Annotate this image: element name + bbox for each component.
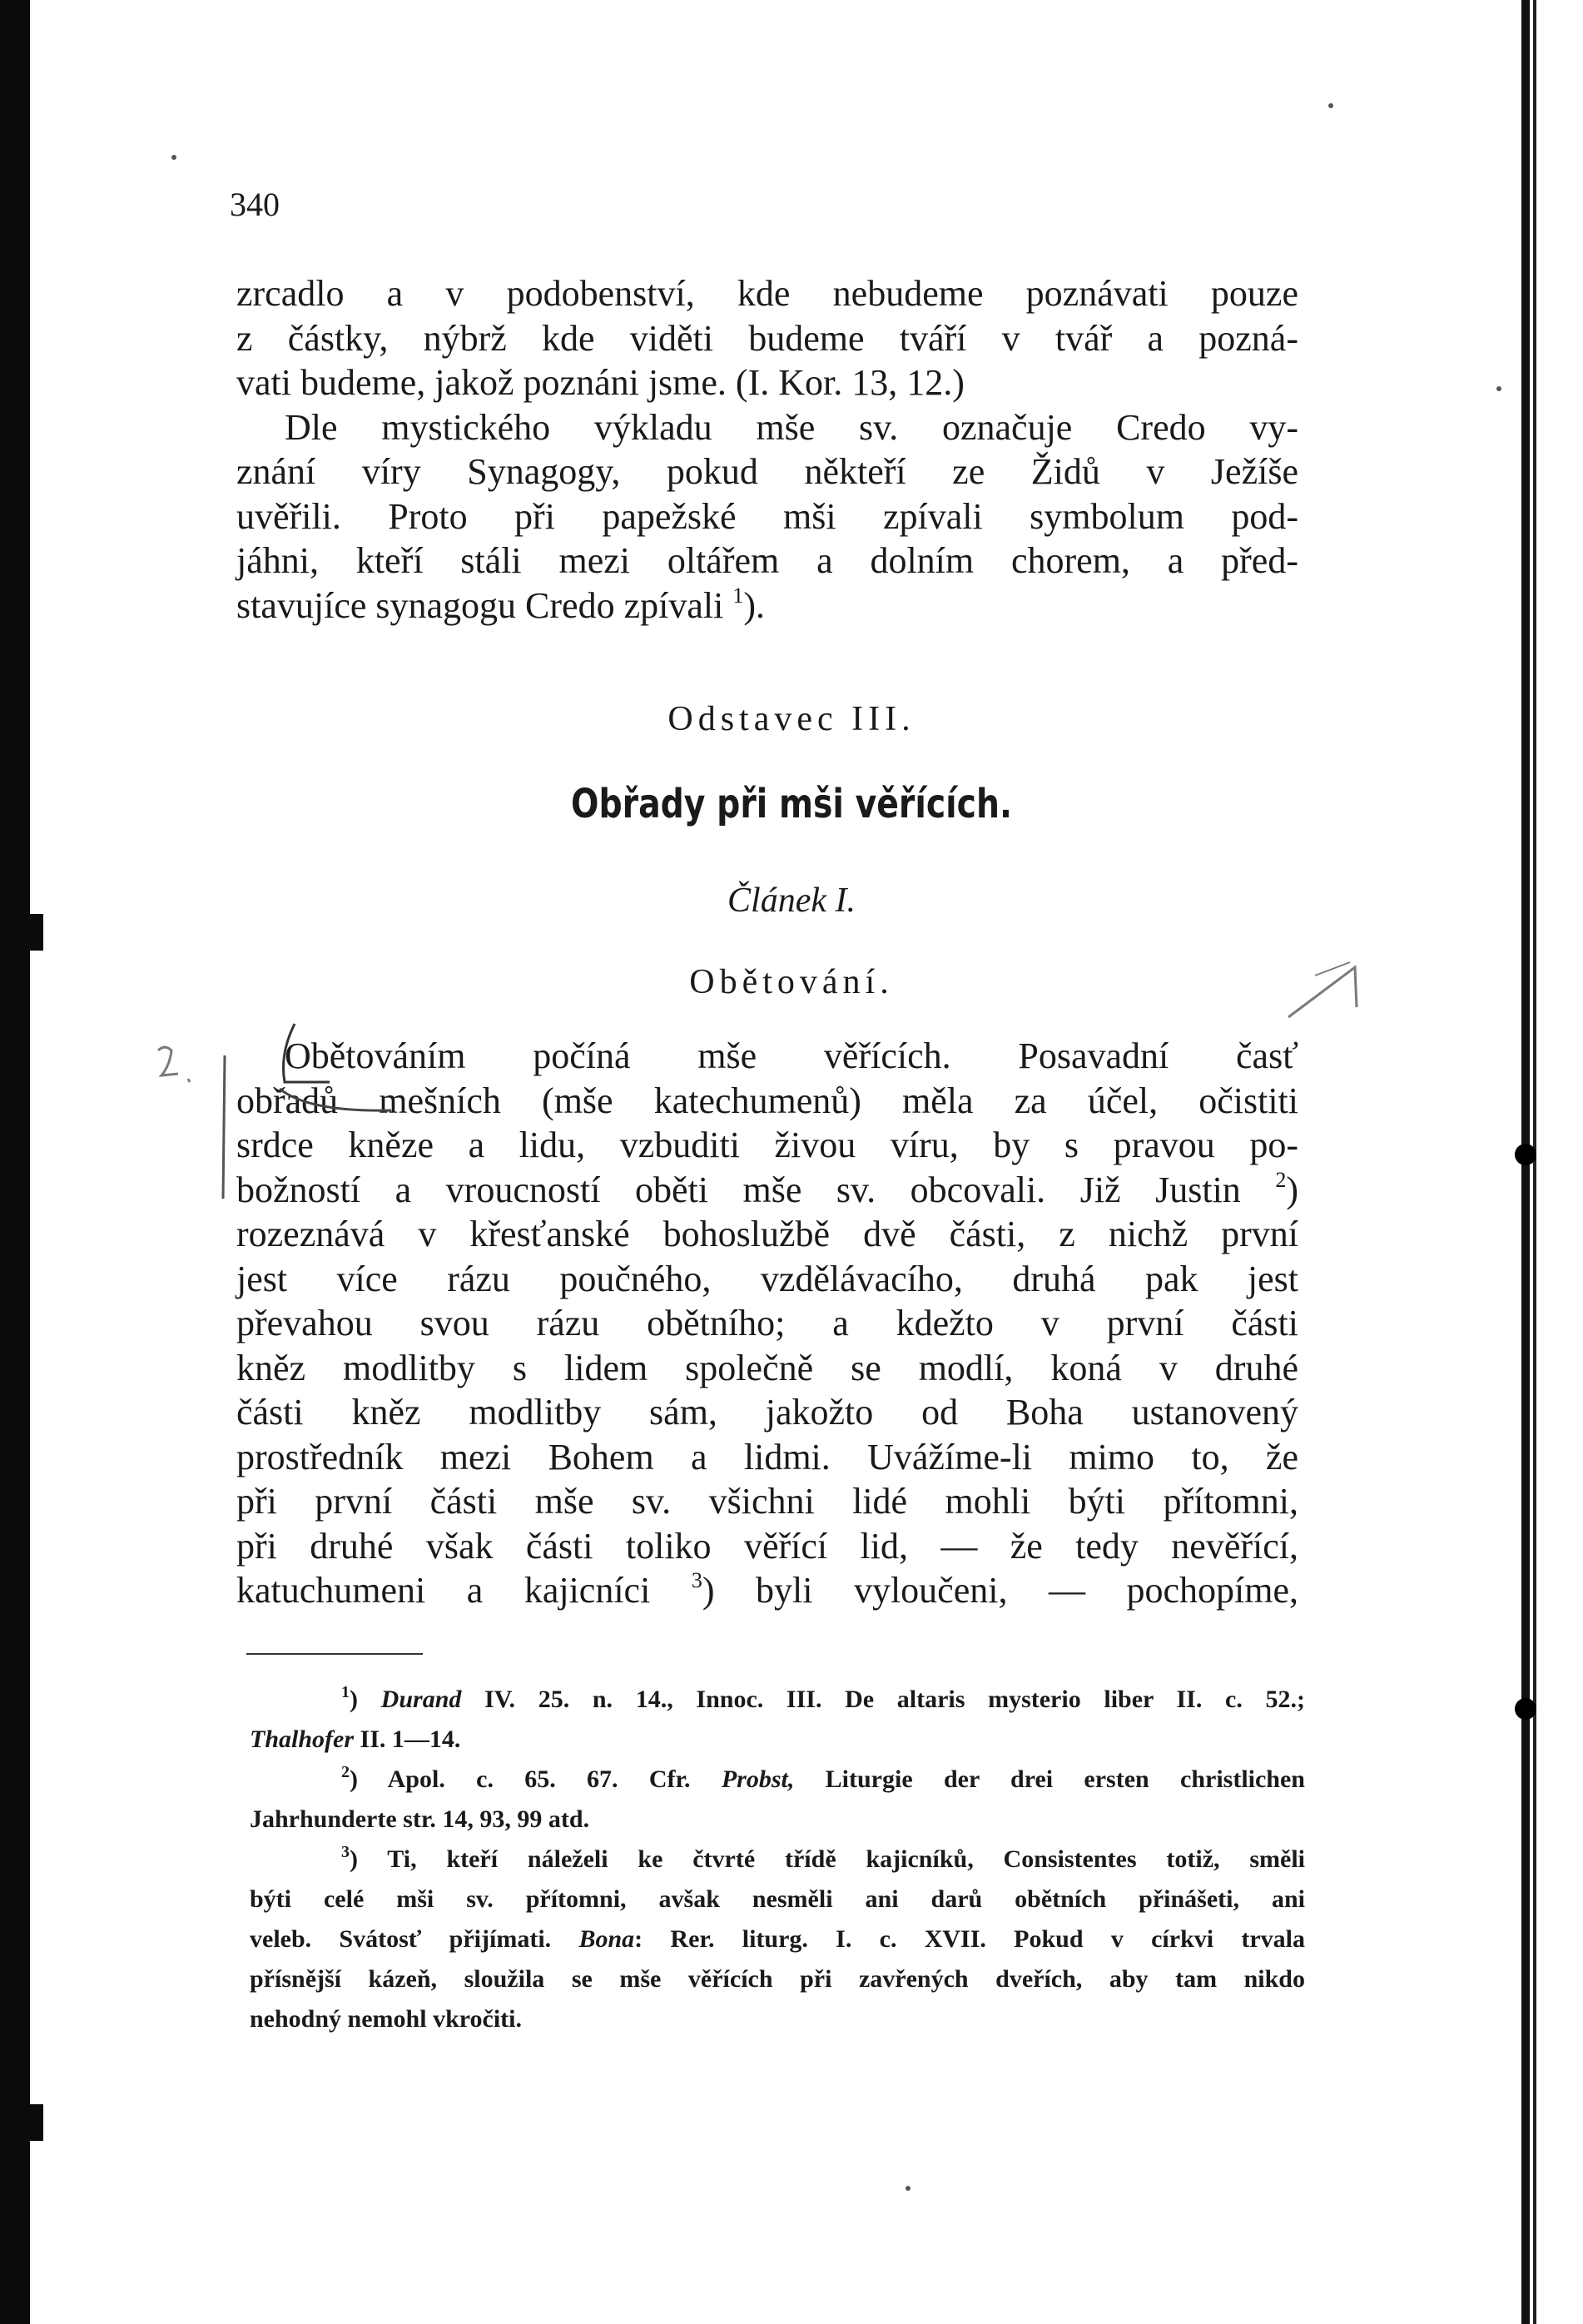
footnote-author: Durand <box>380 1686 462 1713</box>
footnote-1: $^1$) Durand IV. 25. n. 14., Innoc. III. De altaris mysterio liber II. c. 52.; <box>341 1683 1305 1713</box>
text-line: obřadů mešních (mše katechumenů) měla za účel, očistiti <box>236 1080 1298 1121</box>
line-text: božností a vroucností oběti mše sv. obcovali. Již Justin <box>236 1169 1241 1210</box>
footnote-mark: 3 <box>341 1843 350 1861</box>
footnote-ref: 2 <box>1275 1167 1287 1192</box>
footnote-author: Probst, <box>721 1765 795 1793</box>
footnote-author: Bona <box>578 1925 635 1953</box>
article-title: Obětování. <box>689 963 894 1001</box>
footnote-text: Ti, kteří náleželi ke čtvrté třídě kajicníků, Consistentes totiž, směli <box>387 1845 1305 1873</box>
footnote-1-cont <box>250 1720 1305 1760</box>
footnote-3-cont: nehodný nemohl vkročiti. <box>250 2005 522 2033</box>
footnote-3: $^3$) Ti, kteří náleželi ke čtvrté třídě kajicníků, Consistentes totiž, směli <box>341 1843 1305 1873</box>
text-line: jest více rázu poučného, vzdělávacího, druhá pak jest <box>236 1258 1298 1299</box>
footnote-3-cont: býti celé mši sv. přítomni, avšak nesměli ani darů obětních přinášeti, ani <box>250 1885 1305 1913</box>
footnote-text: veleb. Svátosť přijímati. <box>250 1925 552 1953</box>
pencil-underline <box>284 1024 330 1082</box>
footnote-3-cont <box>250 1919 1305 1959</box>
text-line: Obětováním počíná mše věřících. Posavadní časť <box>285 1035 1298 1076</box>
margin-note-mark <box>158 1047 178 1075</box>
footnote-2-cont: Jahrhunderte str. 14, 93, 99 atd. <box>250 1805 590 1833</box>
footnote-text: Liturgie der drei ersten christlichen <box>825 1765 1305 1793</box>
article-label: Článek I. <box>727 881 856 920</box>
text-line: zrcadlo a v podobenství, kde nebudeme poznávati pouze <box>236 273 1298 314</box>
line-text: katuchumeni a kajicníci <box>236 1570 651 1611</box>
text-line: Dle mystického výkladu mše sv. označuje Credo vy- <box>285 406 1298 448</box>
line-text: stavujíce synagogu Credo zpívali <box>236 584 724 626</box>
margin-bracket-line <box>223 1055 225 1199</box>
footnote-text: Apol. c. 65. 67. Cfr. <box>387 1765 691 1793</box>
text-line: z částky, nýbrž kde viděti budeme tváří v tvář a pozná- <box>236 317 1298 359</box>
footnote-text: : Rer. liturg. I. c. XVII. Pokud v církvi trvala <box>634 1925 1306 1953</box>
line-text: ). <box>743 584 765 626</box>
section-label: Odstavec III. <box>667 700 916 738</box>
text-line: srdce kněze a lidu, vzbuditi živou víru, by s pravou po- <box>236 1125 1298 1165</box>
text-line: rozeznává v křesťanské bohoslužbě dvě části, z nichž první <box>236 1214 1298 1254</box>
text-line: vati budeme, jakož poznáni jsme. (I. Kor. 13, 12.) <box>236 362 965 403</box>
footnote-rule <box>246 1653 423 1655</box>
footnote-mark: 1 <box>341 1683 350 1701</box>
footnote-3-cont: přísnější kázeň, sloužila se mše věřících při zavřených dveřích, aby tam nikdo <box>250 1965 1305 1993</box>
line-text: ) byli vyloučeni, — pochopíme, <box>702 1570 1298 1611</box>
text-line: znání víry Synagogy, pokud někteří ze Židů v Ježíše <box>236 451 1298 492</box>
text-line: uvěřili. Proto při papežské mši zpívali symbolum pod- <box>236 495 1298 537</box>
footnote-text: IV. 25. n. 14., Innoc. III. De altaris mysterio liber II. c. 52.; <box>484 1686 1305 1713</box>
text-line: kněz modlitby s lidem společně se modlí, koná v druhé <box>236 1347 1298 1388</box>
footnote-ref: 1 <box>732 583 744 608</box>
pencil-arrow-mark <box>1288 967 1357 1017</box>
text-line: převahou svou rázu obětního; a kdežto v první části <box>236 1303 1298 1343</box>
text-line: jáhni, kteří stáli mezi oltářem a dolním chorem, a před- <box>236 540 1298 581</box>
text-line: prostředník mezi Bohem a lidmi. Uvážíme-li mimo to, že <box>236 1436 1298 1477</box>
footnote-author: Thalhofer <box>250 1726 355 1753</box>
text-line: části kněz modlitby sám, jakožto od Boha ustanovený <box>236 1392 1298 1433</box>
footnote-ref: 3 <box>691 1568 702 1592</box>
section-title: Obřady při mši věřících. <box>571 781 1012 827</box>
text-line: při druhé však části toliko věřící lid, — že tedy nevěřící, <box>236 1525 1298 1567</box>
pencil-underline <box>280 1089 391 1110</box>
margin-note-mark <box>188 1079 190 1082</box>
footnote-mark: 2 <box>341 1763 350 1781</box>
page-number: 340 <box>230 186 280 223</box>
footnote-text: II. 1—14. <box>360 1726 461 1753</box>
line-text: ) <box>1286 1169 1298 1210</box>
footnote-2: $^2$) Apol. c. 65. 67. Cfr. Probst, Liturgie der drei ersten christlichen <box>341 1763 1305 1793</box>
footnotes <box>250 1680 1305 2039</box>
text-line: při první části mše sv. všichni lidé mohli býti přítomni, <box>236 1481 1298 1522</box>
